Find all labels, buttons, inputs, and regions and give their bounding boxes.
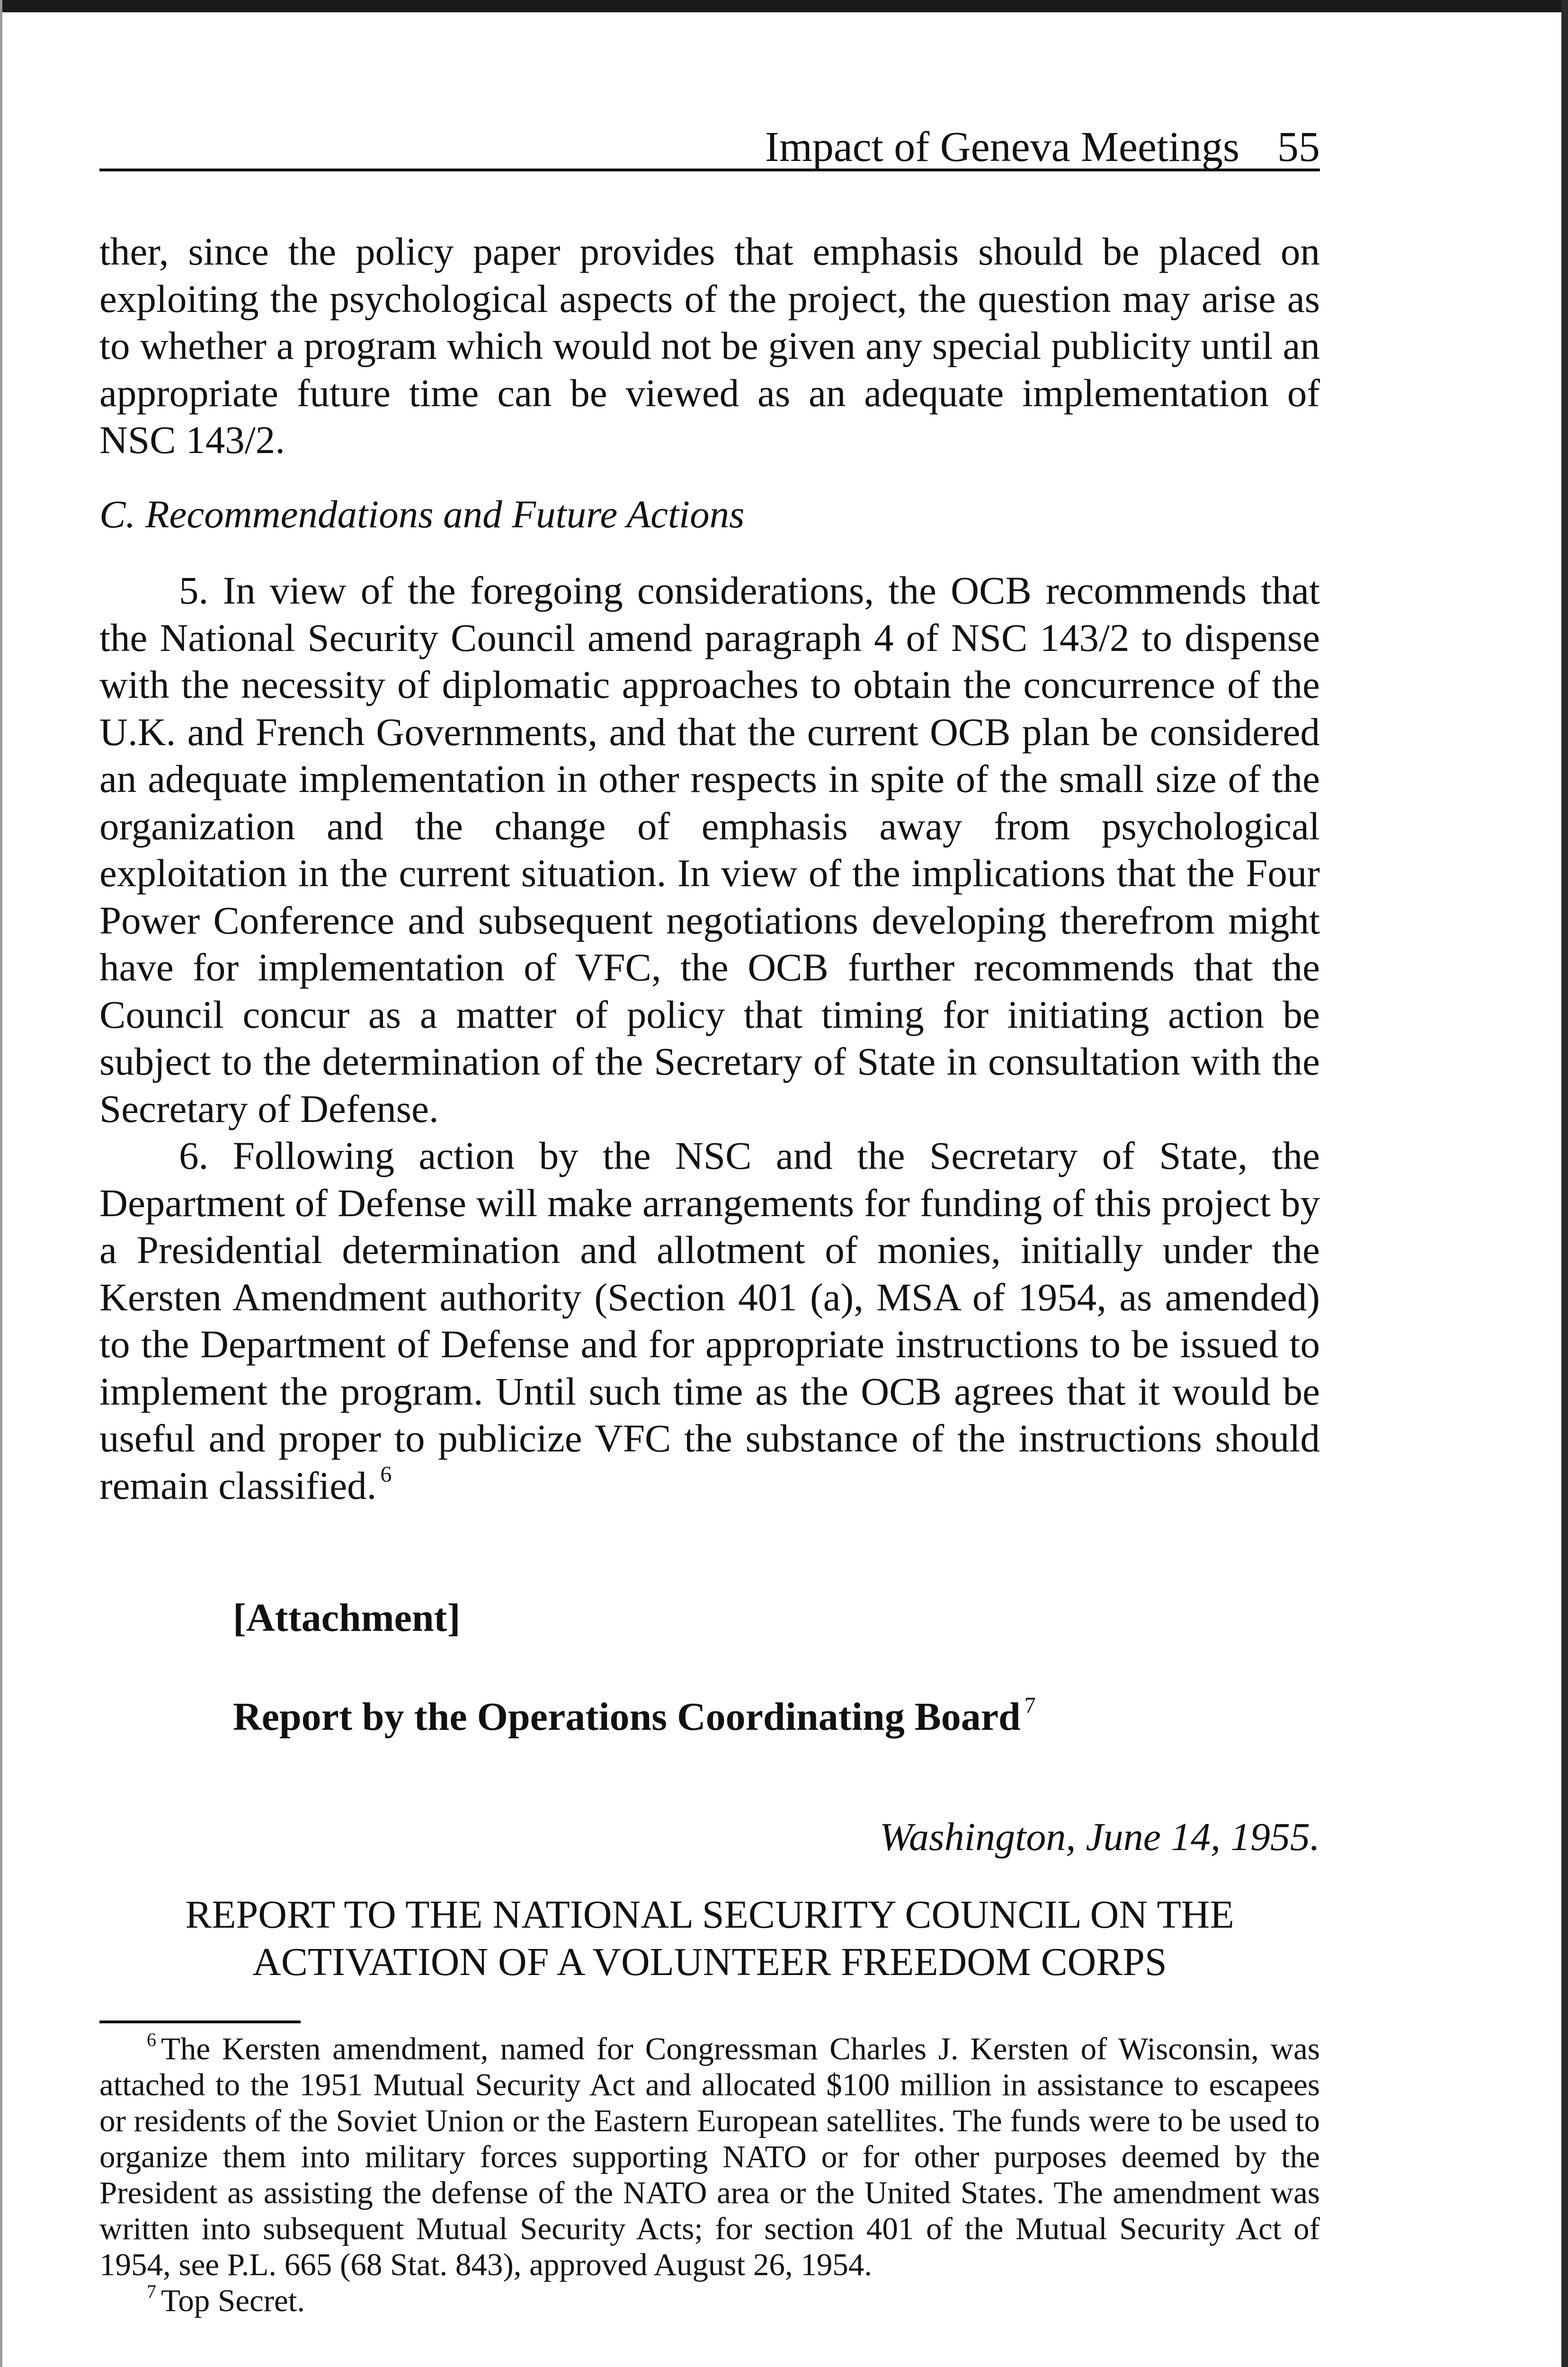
continuation-paragraph-text: ther, since the policy paper provides that emphasis should be placed on exploiting the psychological aspects of the project, the question may arise as to whether a program which would not be given any special publicity until an appropriate future time can be viewed as an adequate implementation of NSC 143/2. [99,230,1320,462]
paragraph-6-text: 6. Following action by the NSC and the Secretary of State, the Department of Defense will make arrangements for funding of this project by a Presidential determination and allotment of monies, initially under the Kersten Amendment authority (Section 401 (a), MSA of 1954, as amended) to the Department of Defense and for appropriate instructions to be issued to implement the program. Until such time as the OCB agrees that it would be useful and proper to publicize VFC the substance of the instructions should remain classified. [99,1134,1320,1507]
footnote-7-marker: 7 [147,2281,156,2302]
running-head-title: Impact of Geneva Meetings [765,124,1239,170]
page-number: 55 [1277,124,1320,170]
dateline: Washington, June 14, 1955. [879,1815,1320,1859]
running-head [99,124,1320,171]
footnote-7-text: Top Secret. [161,2283,305,2318]
footnote-6 [99,2031,1320,2283]
report-title-line-1: REPORT TO THE NATIONAL SECURITY COUNCIL ON THE [185,1893,1234,1937]
footnote-7 [99,2283,1320,2319]
continuation-paragraph [99,228,1320,464]
report-heading [233,1693,1036,1739]
footnote-ref-7[interactable]: 7 [1024,1693,1036,1718]
footnote-6-text: The Kersten amendment, named for Congressman Charles J. Kersten of Wisconsin, was attached to the 1951 Mutual Security Act and allocated $100 million in assistance to escapees or residents of the Soviet Union or the Eastern European satellites. The funds were to be used to organize them into military forces supporting NATO or for other purposes deemed by the President as assisting the defense of the NATO area or the United States. The amendment was written into subsequent Mutual Security Acts; for section 401 of the Mutual Security Act of 1954, see P.L. 665 (68 Stat. 843), approved August 26, 1954. [99,2031,1320,2282]
recommendation-paragraphs [99,567,1320,1509]
scan-top-border [0,0,1568,12]
footnote-divider [99,2020,301,2023]
paragraph-6 [99,1132,1320,1509]
report-heading-text: Report by the Operations Coordinating Board [233,1695,1021,1739]
footnote-ref-6[interactable]: 6 [380,1461,392,1487]
section-heading: C. Recommendations and Future Actions [99,492,745,536]
footnotes [99,2031,1320,2319]
report-title [99,1891,1320,1986]
attachment-label: [Attachment] [233,1596,461,1640]
scan-left-edge [0,0,2,2367]
paragraph-5: 5. In view of the foregoing considerations, the OCB recommends that the National Security Council amend paragraph 4 of NSC 143/2 to dispense with the necessity of diplomatic approaches to obtain the concurrence of the U.K. and French Governments, and that the current OCB plan be considered an adequate implementation in other respects in spite of the small size of the organization and the change of emphasis away from psychological exploitation in the current situation. In view of the implications that the Four Power Conference and subsequent negotiations developing therefrom might have for implementation of VFC, the OCB further recommends that the Council concur as a matter of policy that timing for initiating action be subject to the determination of the Secretary of State in consultation with the Secretary of Defense. [99,569,1320,1130]
footnote-6-marker: 6 [147,2029,156,2050]
report-title-line-2: ACTIVATION OF A VOLUNTEER FREEDOM CORPS [252,1940,1167,1984]
scan-right-border [1561,0,1568,2367]
